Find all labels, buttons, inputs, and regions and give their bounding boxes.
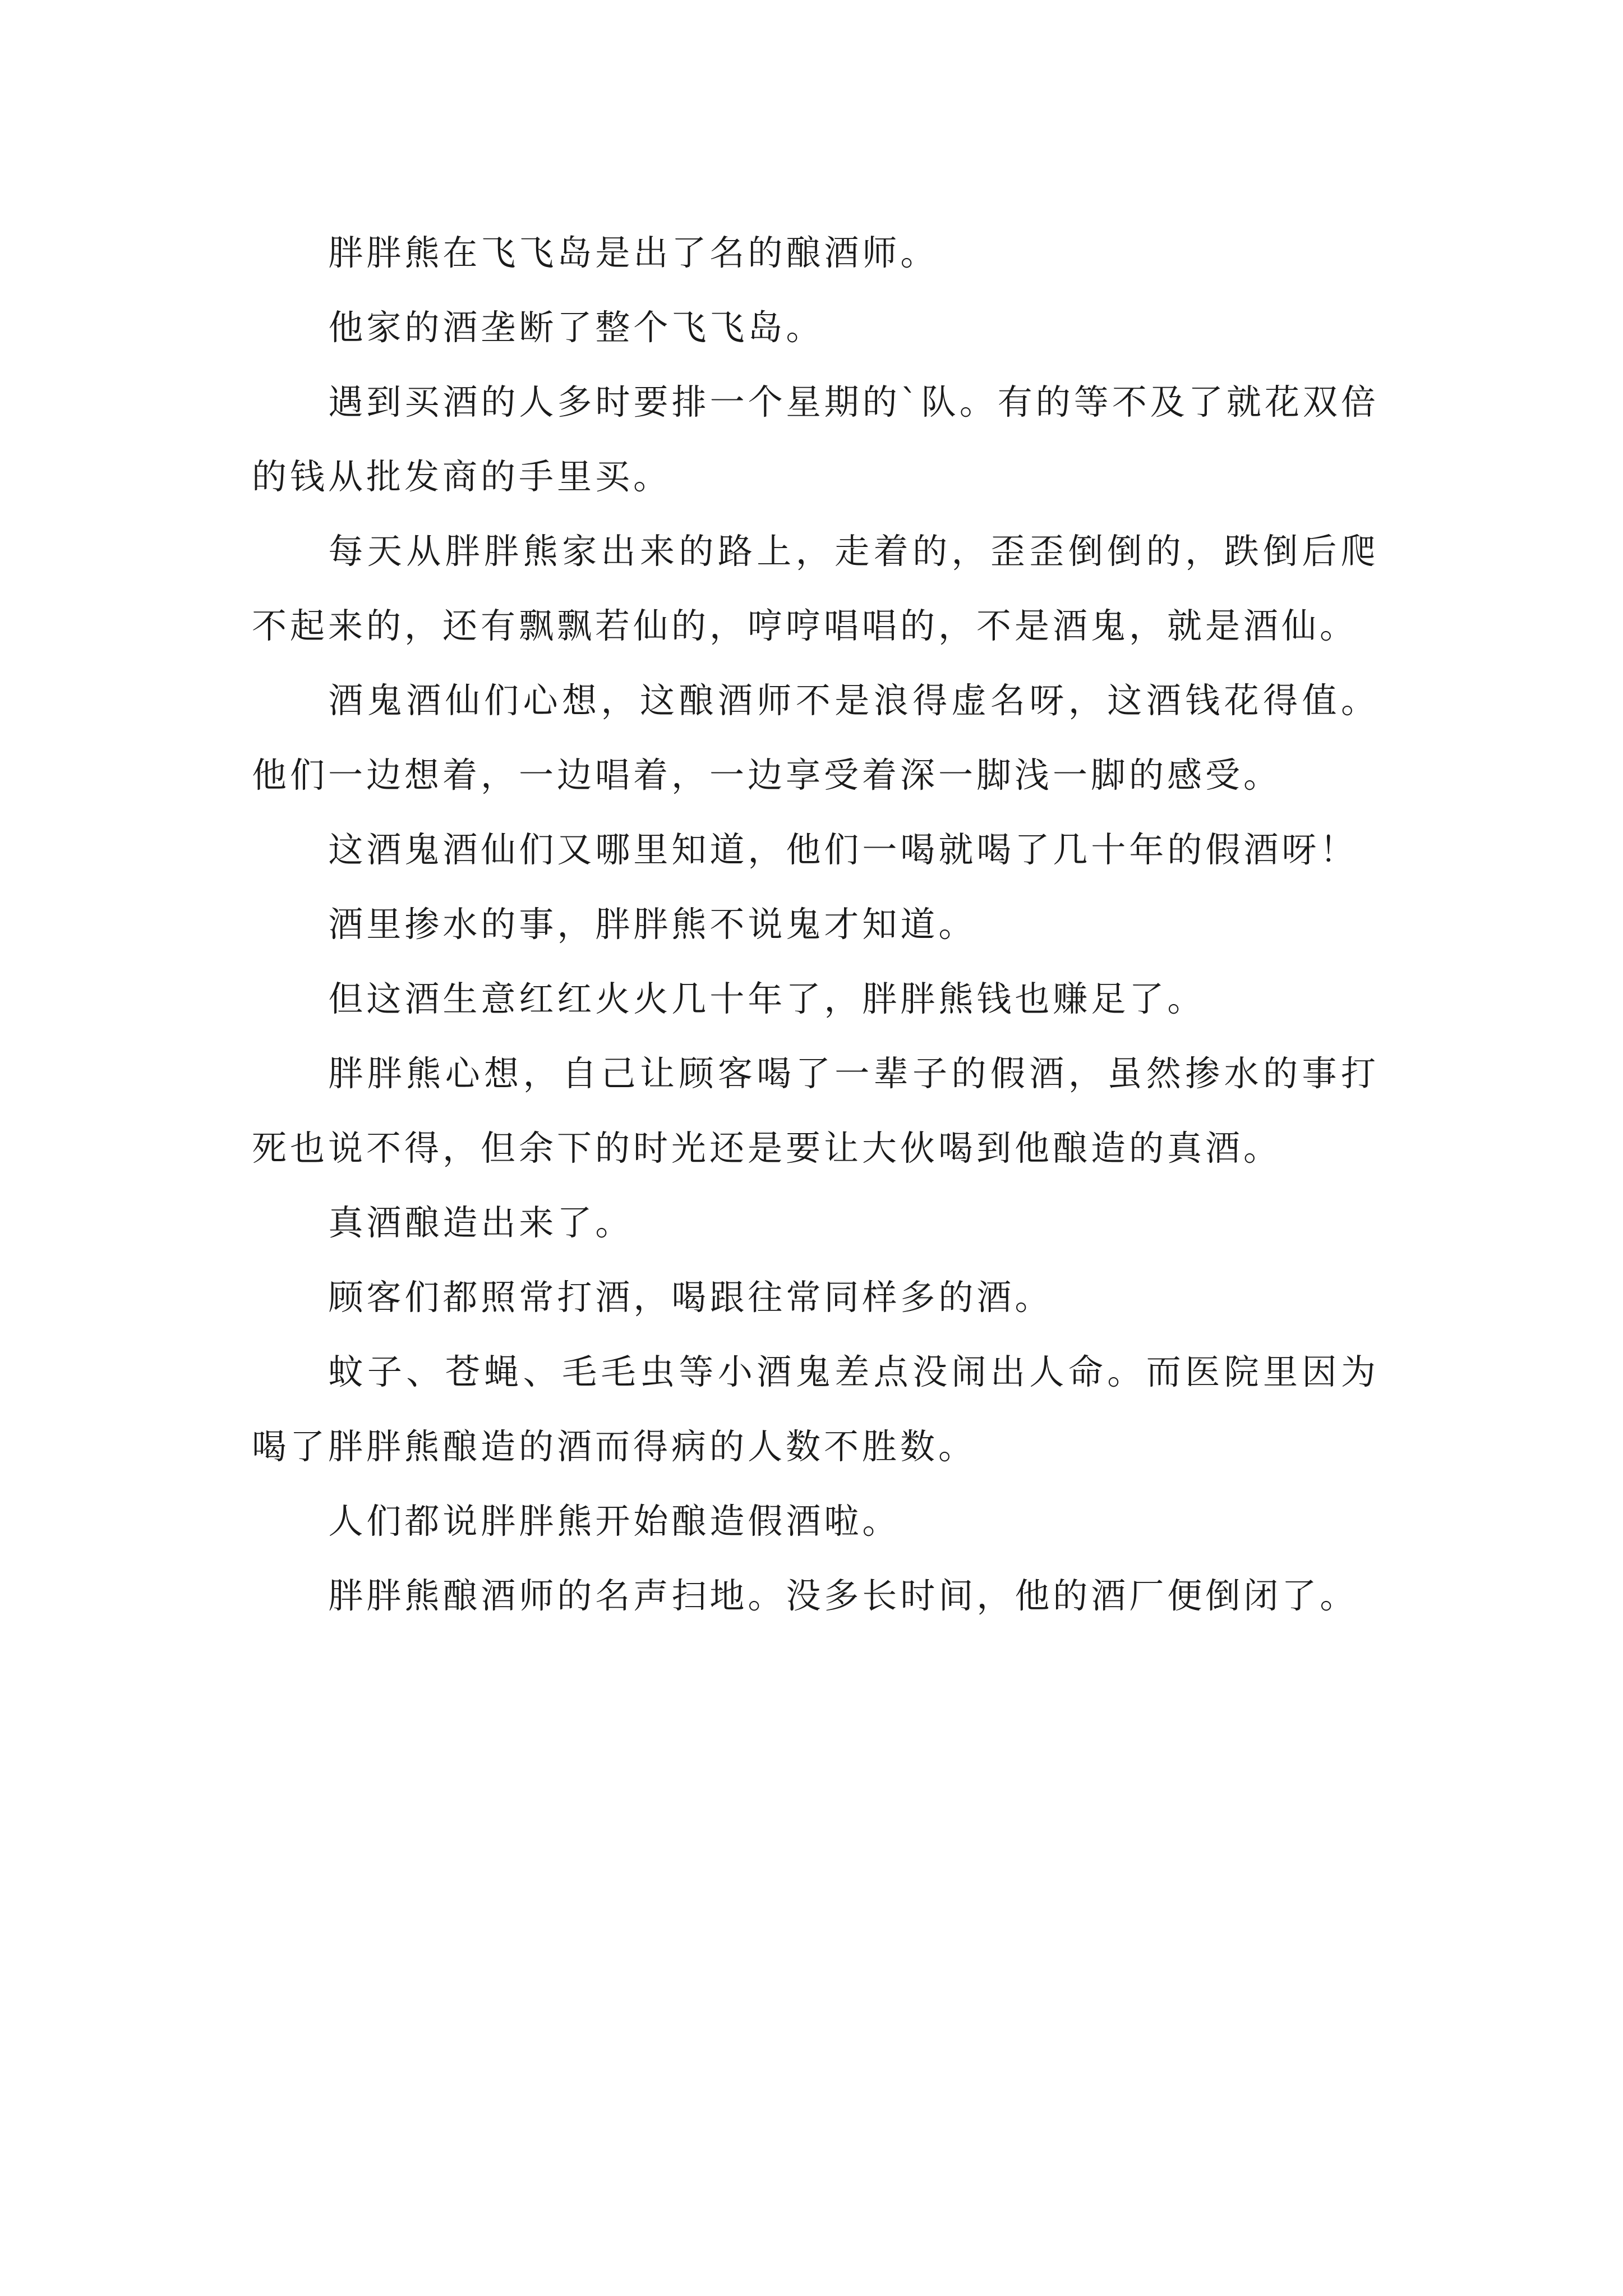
paragraph-5: 酒鬼酒仙们心想，这酿酒师不是浪得虚名呀，这酒钱花得值。他们一边想着，一边唱着，一边享受着深一脚浅一脚的感受。 — [252, 680, 1379, 795]
paragraph-10: 真酒酿造出来了。 — [328, 1202, 634, 1243]
paragraph-8: 但这酒生意红红火火几十年了，胖胖熊钱也赚足了。 — [328, 978, 1206, 1019]
paragraph-12: 蚊子、苍蝇、毛毛虫等小酒鬼差点没闹出人命。而医院里因为喝了胖胖熊酿造的酒而得病的人数不胜数。 — [252, 1351, 1379, 1467]
paragraph-11: 顾客们都照常打酒，喝跟往常同样多的酒。 — [328, 1277, 1053, 1318]
paragraph-7: 酒里掺水的事，胖胖熊不说鬼才知道。 — [328, 904, 977, 945]
paragraph-4: 每天从胖胖熊家出来的路上，走着的，歪歪倒倒的，跌倒后爬不起来的，还有飘飘若仙的，哼哼唱唱的，不是酒鬼，就是酒仙。 — [252, 531, 1379, 646]
paragraph-9: 胖胖熊心想，自己让顾客喝了一辈子的假酒，虽然掺水的事打死也说不得，但余下的时光还是要让大伙喝到他酿造的真酒。 — [252, 1053, 1379, 1168]
paragraph-1: 胖胖熊在飞飞岛是出了名的酿酒师。 — [328, 232, 939, 273]
paragraph-3: 遇到买酒的人多时要排一个星期的`队。有的等不及了就花双倍的钱从批发商的手里买。 — [252, 381, 1379, 497]
paragraph-14: 胖胖熊酿酒师的名声扫地。没多长时间，他的酒厂便倒闭了。 — [328, 1575, 1358, 1616]
story-body — [252, 215, 1379, 1633]
paragraph-6: 这酒鬼酒仙们又哪里知道，他们一喝就喝了几十年的假酒呀！ — [328, 829, 1358, 870]
paragraph-13: 人们都说胖胖熊开始酿造假酒啦。 — [328, 1501, 901, 1542]
paragraph-2: 他家的酒垄断了整个飞飞岛。 — [328, 307, 824, 348]
